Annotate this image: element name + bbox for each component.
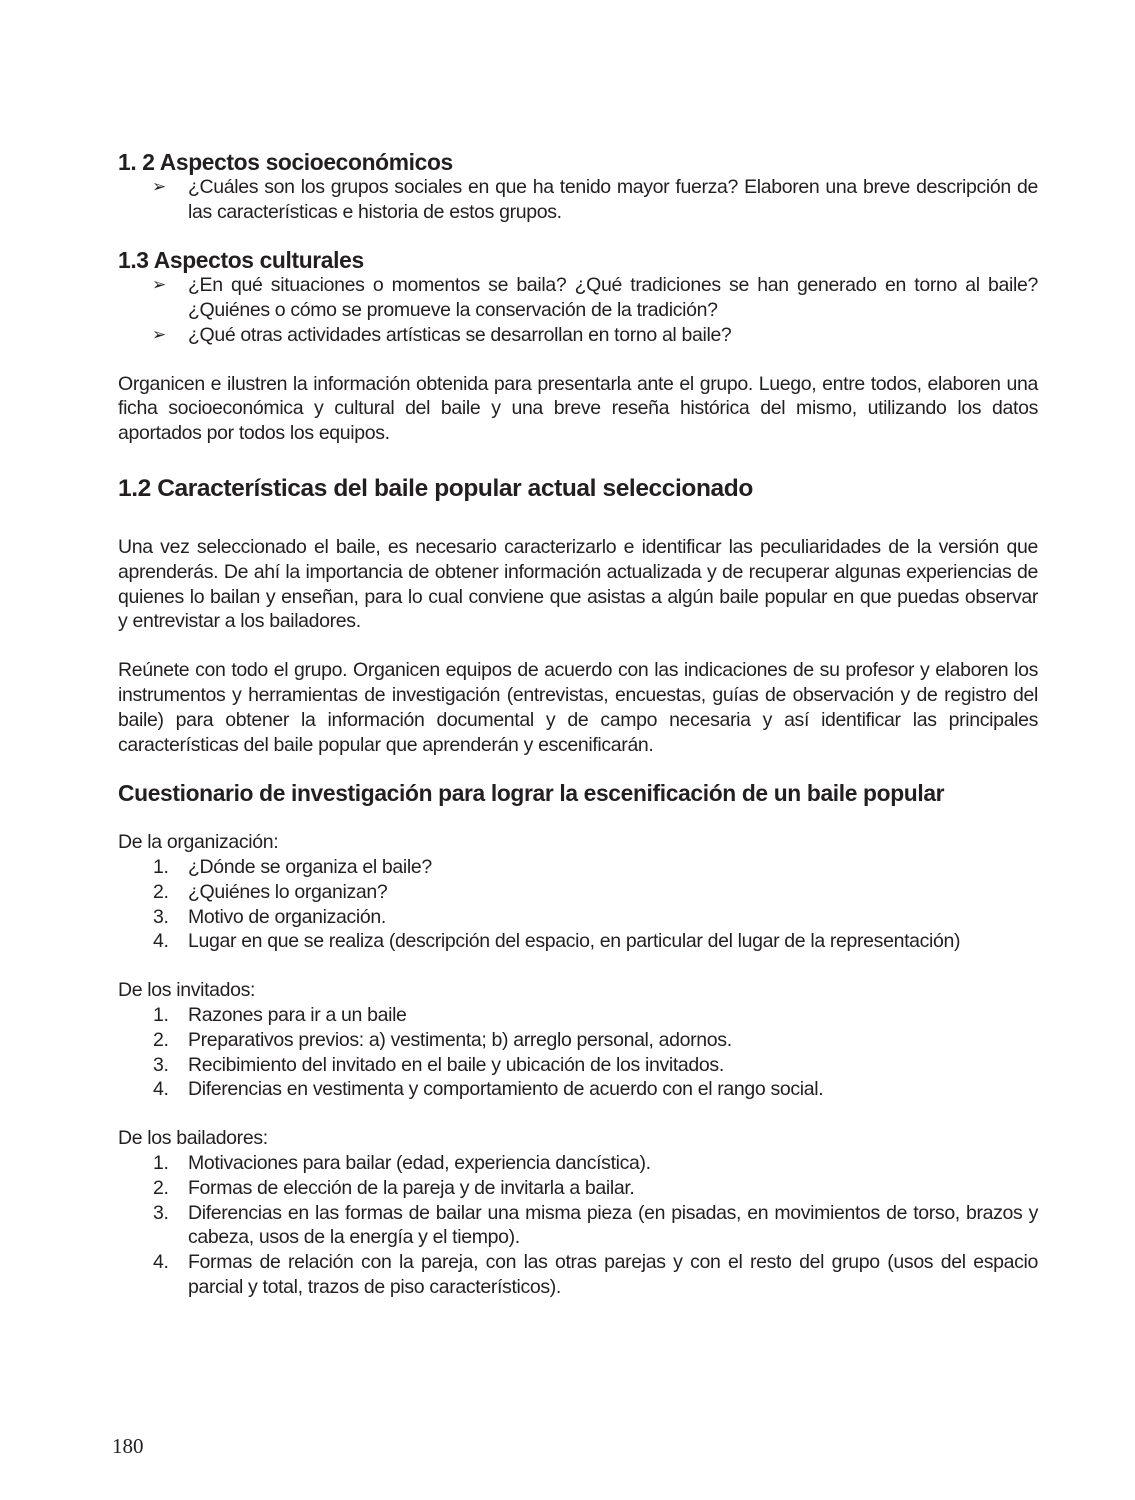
list-item bbox=[118, 855, 1038, 880]
item-text: Diferencias en las formas de bailar una misma pieza (en pisadas, en movimientos de torso, brazos y cabeza, usos de la energía y el tiempo). bbox=[188, 1201, 1038, 1249]
item-number: 3. bbox=[153, 905, 169, 928]
item-number: 2. bbox=[153, 880, 169, 903]
item-text: ¿Quiénes lo organizan? bbox=[188, 880, 388, 903]
item-number: 1. bbox=[153, 855, 169, 878]
group-label-organizacion: De la organización: bbox=[118, 831, 279, 854]
item-text: Formas de elección de la pareja y de invitarla a bailar. bbox=[188, 1176, 635, 1199]
bullet-text: ¿Cuáles son los grupos sociales en que ha tenido mayor fuerza? Elaboren una breve descripción de las características e historia de estos grupos. bbox=[188, 175, 1038, 223]
socioeconomic-bullet-list bbox=[118, 175, 1038, 225]
invitados-list bbox=[118, 1003, 1038, 1102]
item-text: Diferencias en vestimenta y comportamiento de acuerdo con el rango social. bbox=[188, 1078, 824, 1101]
arrowhead-right-icon: ➢ bbox=[152, 176, 166, 196]
bullet-text: ¿Qué otras actividades artísticas se desarrollan en torno al baile? bbox=[188, 323, 732, 346]
paragraph-reunete: Reúnete con todo el grupo. Organicen equipos de acuerdo con las indicaciones de su profesor y elaboren los instrumentos y herramientas de investigación (entrevistas, encuestas, guías de observación y de registro del baile) para obtener la información documental y de campo necesaria y así identificar las principales características del baile popular que aprenderán y escenificarán. bbox=[118, 659, 1038, 756]
item-number: 1. bbox=[153, 1003, 169, 1026]
heading-cuestionario: Cuestionario de investigación para lograr la escenificación de un baile popular bbox=[118, 780, 945, 807]
item-number: 2. bbox=[153, 1028, 169, 1051]
list-item bbox=[118, 929, 1038, 954]
cultural-bullet-list bbox=[118, 273, 1038, 347]
item-number: 4. bbox=[153, 930, 169, 953]
item-text: Motivaciones para bailar (edad, experiencia dancística). bbox=[188, 1151, 651, 1174]
group-label-bailadores: De los bailadores: bbox=[118, 1127, 268, 1150]
list-item bbox=[118, 1003, 1038, 1028]
item-number: 4. bbox=[153, 1078, 169, 1101]
item-text: ¿Dónde se organiza el baile? bbox=[188, 855, 432, 878]
list-item bbox=[118, 1028, 1038, 1053]
item-text: Preparativos previos: a) vestimenta; b) arreglo personal, adornos. bbox=[188, 1028, 732, 1051]
heading-aspectos-culturales: 1.3 Aspectos culturales bbox=[118, 247, 364, 274]
item-text: Motivo de organización. bbox=[188, 905, 386, 928]
item-number: 3. bbox=[153, 1201, 169, 1224]
bullet-item bbox=[118, 175, 1038, 225]
item-number: 1. bbox=[153, 1151, 169, 1174]
document-page bbox=[118, 150, 1038, 1300]
item-text: Lugar en que se realiza (descripción del espacio, en particular del lugar de la representación) bbox=[188, 930, 961, 953]
bullet-item bbox=[118, 273, 1038, 323]
list-item bbox=[118, 1053, 1038, 1078]
bullet-text: ¿En qué situaciones o momentos se baila? ¿Qué tradiciones se han generado en torno al baile? ¿Quiénes o cómo se promueve la conservación de la tradición? bbox=[188, 274, 1038, 321]
item-text: Razones para ir a un baile bbox=[188, 1003, 407, 1026]
list-item bbox=[118, 880, 1038, 905]
list-item bbox=[118, 1151, 1038, 1176]
paragraph-seleccionado: Una vez seleccionado el baile, es necesario caracterizarlo e identificar las peculiaridades de la versión que aprenderás. De ahí la importancia de obtener información actualizada y de recuperar algunas experiencias de quienes lo bailan y enseñan, para lo cual conviene que asistas a algún baile popular en que puedas observar y entrevistar a los bailadores. bbox=[118, 535, 1038, 633]
item-number: 4. bbox=[153, 1251, 169, 1274]
page-number: 180 bbox=[112, 1434, 144, 1458]
bailadores-list bbox=[118, 1151, 1038, 1300]
item-text: Formas de relación con la pareja, con las otras parejas y con el resto del grupo (usos del espacio parcial y total, trazos de piso característicos). bbox=[188, 1251, 1038, 1298]
list-item bbox=[118, 1250, 1038, 1300]
list-item bbox=[118, 905, 1038, 930]
arrowhead-right-icon: ➢ bbox=[152, 324, 166, 344]
organizacion-list bbox=[118, 855, 1038, 954]
item-number: 3. bbox=[153, 1053, 169, 1076]
item-number: 2. bbox=[153, 1176, 169, 1199]
heading-aspectos-socioeconomicos: 1. 2 Aspectos socioeconómicos bbox=[118, 149, 453, 175]
list-item bbox=[118, 1201, 1038, 1251]
group-label-invitados: De los invitados: bbox=[118, 979, 256, 1002]
list-item bbox=[118, 1176, 1038, 1201]
heading-caracteristicas-baile: 1.2 Características del baile popular actual seleccionado bbox=[118, 474, 753, 502]
paragraph-organicen: Organicen e ilustren la información obtenida para presentarla ante el grupo. Luego, entre todos, elaboren una ficha socioeconómica y cultural del baile y una breve reseña histórica del mismo, utilizando los datos aportados por todos los equipos. bbox=[118, 372, 1038, 445]
list-item bbox=[118, 1077, 1038, 1102]
bullet-item bbox=[118, 323, 1038, 348]
item-text: Recibimiento del invitado en el baile y ubicación de los invitados. bbox=[188, 1053, 724, 1076]
arrowhead-right-icon: ➢ bbox=[152, 275, 166, 295]
